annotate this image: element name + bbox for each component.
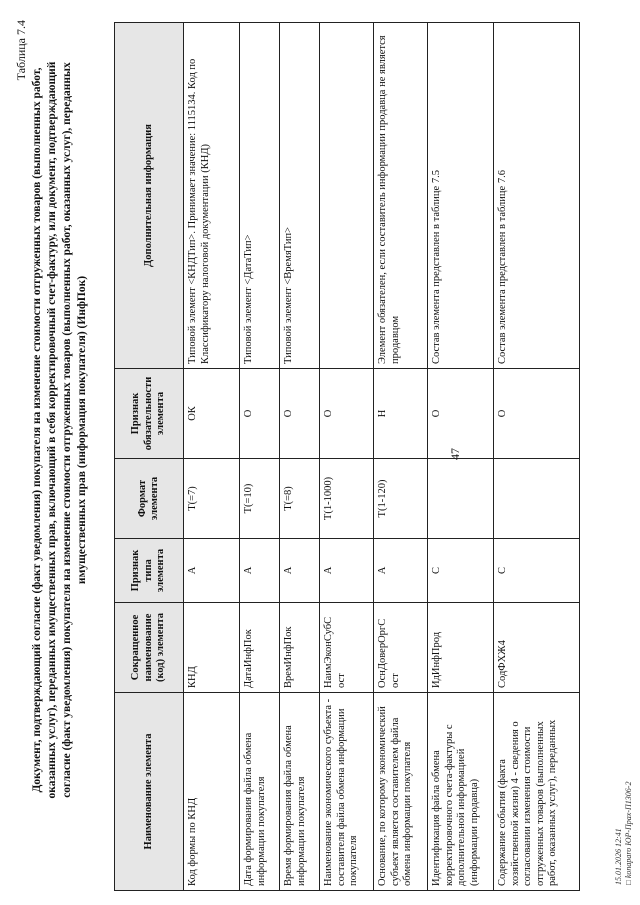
- header-format: Формат элемента: [115, 459, 184, 539]
- cell-name: Код формы по КНД: [184, 693, 240, 891]
- cell-format: T(1-1000): [320, 459, 374, 539]
- cell-type: А: [320, 539, 374, 603]
- cell-code: ОснДоверОргС ост: [374, 603, 428, 693]
- page-number: 47: [448, 448, 462, 460]
- header-name: Наименование элемента: [115, 693, 184, 891]
- cell-type: А: [240, 539, 280, 603]
- table-header-row: [115, 23, 184, 891]
- cell-info: Элемент обязателен, если составитель информации продавца не является продавцом: [374, 23, 428, 369]
- spec-table: [114, 22, 580, 891]
- cell-info: Состав элемента представлен в таблице 7.5: [428, 23, 494, 369]
- cell-format: [494, 459, 580, 539]
- header-required: Признак обязательности элемента: [115, 369, 184, 459]
- table-row: [374, 23, 428, 891]
- cell-info: [320, 23, 374, 369]
- cell-type: С: [494, 539, 580, 603]
- table-row: [240, 23, 280, 891]
- cell-type: А: [374, 539, 428, 603]
- cell-info: Типовой элемент <ДатаТип>: [240, 23, 280, 369]
- cell-name: Содержание события (факта хозяйственной жизни) 4 - сведения о согласовании изменения стоимости отгруженных товаров (выполненных работ, оказанных услуг), переданных: [494, 693, 580, 891]
- header-info: Дополнительная информация: [115, 23, 184, 369]
- cell-code: КНД: [184, 603, 240, 693]
- cell-code: ИдИнфПрод: [428, 603, 494, 693]
- header-type: Признак типа элемента: [115, 539, 184, 603]
- cell-code: СодФХЖ4: [494, 603, 580, 693]
- table-row: [280, 23, 320, 891]
- header-code: Сокращенное наименование (код) элемента: [115, 603, 184, 693]
- cell-info: Состав элемента представлен в таблице 7.6: [494, 23, 580, 369]
- table-row: [184, 23, 240, 891]
- cell-type: А: [184, 539, 240, 603]
- cell-format: [428, 459, 494, 539]
- cell-name: Идентификация файла обмена корректировочного счета-фактуры с дополнительной информацией (информации продавца): [428, 693, 494, 891]
- cell-info: Типовой элемент <ВремяТип>: [280, 23, 320, 369]
- table-row: [428, 23, 494, 891]
- table-label: Таблица 7.4: [14, 20, 28, 81]
- cell-required: О: [320, 369, 374, 459]
- cell-name: Время формирования файла обмена информации покупателя: [280, 693, 320, 891]
- cell-code: НаимЭконСубС ост: [320, 603, 374, 693]
- cell-type: А: [280, 539, 320, 603]
- cell-format: T(1-120): [374, 459, 428, 539]
- footer-code: □ konaparo ЮР-Праx-П1306-2: [624, 781, 633, 885]
- cell-name: Наименование экономического субъекта - составителя файла обмена информации покупателя: [320, 693, 374, 891]
- footer-stamp: [614, 782, 634, 885]
- cell-required: О: [280, 369, 320, 459]
- footer-datetime: 15.01.2026 12:41: [614, 828, 623, 885]
- table-row: [320, 23, 374, 891]
- cell-code: ДатаИнфПок: [240, 603, 280, 693]
- document-title: Документ, подтверждающий согласие (факт уведомления) покупателя на изменение стоимости отгруженных товаров (выполненных работ, оказанных услуг), переданных имущественных прав, включающий в себя корректировочный счет-фактуру, или документ, подтверждающий согласие (факт уведомления) покупателя на изменение стоимости отгруженных товаров (выполненных работ, оказанных услуг), переданных имущественных прав (информация покупателя) (ИнфПок): [31, 61, 88, 799]
- cell-required: О: [494, 369, 580, 459]
- cell-format: T(=10): [240, 459, 280, 539]
- cell-name: Дата формирования файла обмена информации покупателя: [240, 693, 280, 891]
- table-row: [494, 23, 580, 891]
- cell-code: ВремИнфПок: [280, 603, 320, 693]
- cell-format: T(=8): [280, 459, 320, 539]
- cell-required: ОК: [184, 369, 240, 459]
- cell-format: T(=7): [184, 459, 240, 539]
- cell-required: Н: [374, 369, 428, 459]
- cell-required: О: [240, 369, 280, 459]
- cell-type: С: [428, 539, 494, 603]
- cell-name: Основание, по которому экономический субъект является составителем файла обмена информации покупателя: [374, 693, 428, 891]
- cell-required: О: [428, 369, 494, 459]
- cell-info: Типовой элемент <КНДТип>. Принимает значение: 1115134. Код по Классификатору налоговой документации (КНД): [184, 23, 240, 369]
